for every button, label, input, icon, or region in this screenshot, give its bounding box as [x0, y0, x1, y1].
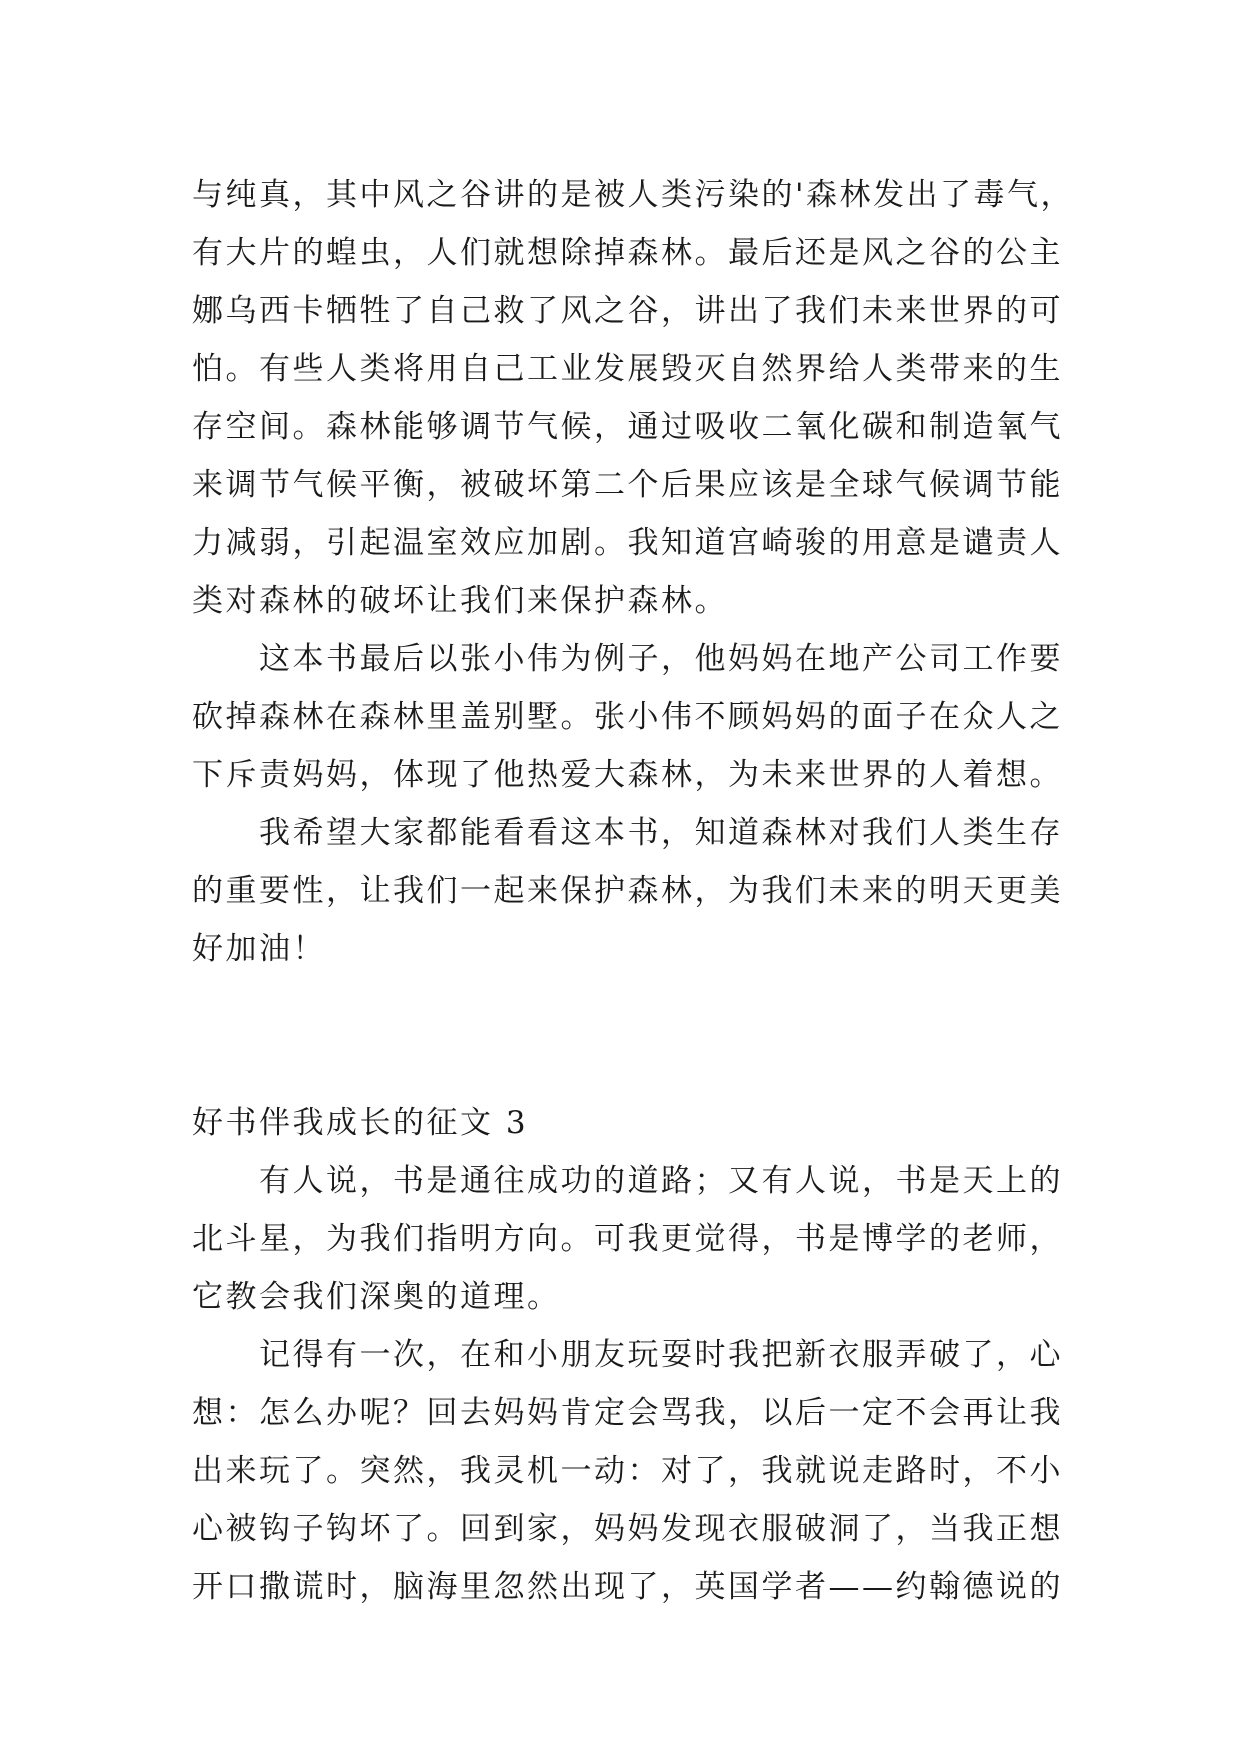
text-line: 我希望大家都能看看这本书，知道森林对我们人类生存 [192, 815, 1063, 851]
text-line: 有人说，书是通往成功的道路；又有人说，书是天上的 [192, 1163, 1063, 1199]
text-line: 开口撒谎时，脑海里忽然出现了，英国学者——约翰德说的 [192, 1569, 1063, 1605]
text-line: 存空间。森林能够调节气候，通过吸收二氧化碳和制造氧气 [192, 409, 1063, 445]
text-line: 出来玩了。突然，我灵机一动：对了，我就说走路时，不小 [192, 1453, 1063, 1489]
text-line: 好加油！ [192, 931, 326, 967]
text-line: 北斗星，为我们指明方向。可我更觉得，书是博学的老师， [192, 1221, 1063, 1257]
text-line: 记得有一次，在和小朋友玩耍时我把新衣服弄破了，心 [192, 1337, 1063, 1373]
text-line: 娜乌西卡牺牲了自己救了风之谷，讲出了我们未来世界的可 [192, 293, 1063, 329]
section-spacer [192, 978, 1072, 1094]
text-line: 它教会我们深奥的道理。 [192, 1279, 561, 1315]
text-line: 力减弱，引起温室效应加剧。我知道宫崎骏的用意是谴责人 [192, 525, 1063, 561]
text-line: 砍掉森林在森林里盖别墅。张小伟不顾妈妈的面子在众人之 [192, 699, 1063, 735]
text-line: 这本书最后以张小伟为例子，他妈妈在地产公司工作要 [192, 641, 1063, 677]
document-body [192, 166, 1075, 1616]
text-line: 类对森林的破坏让我们来保护森林。 [192, 583, 728, 619]
text-line: 怕。有些人类将用自己工业发展毁灭自然界给人类带来的生 [192, 351, 1063, 387]
text-line: 与纯真，其中风之谷讲的是被人类污染的'森林发出了毒气， [192, 177, 1075, 213]
text-line: 的重要性，让我们一起来保护森林，为我们未来的明天更美 [192, 873, 1063, 909]
text-line: 有大片的蝗虫，人们就想除掉森林。最后还是风之谷的公主 [192, 235, 1063, 271]
text-line: 来调节气候平衡，被破坏第二个后果应该是全球气候调节能 [192, 467, 1063, 503]
text-line: 心被钩子钩坏了。回到家，妈妈发现衣服破洞了，当我正想 [192, 1511, 1063, 1547]
text-line: 想：怎么办呢？回去妈妈肯定会骂我，以后一定不会再让我 [192, 1395, 1063, 1431]
text-line: 下斥责妈妈，体现了他热爱大森林，为未来世界的人着想。 [192, 757, 1063, 793]
section-heading: 好书伴我成长的征文 3 [192, 1105, 529, 1141]
